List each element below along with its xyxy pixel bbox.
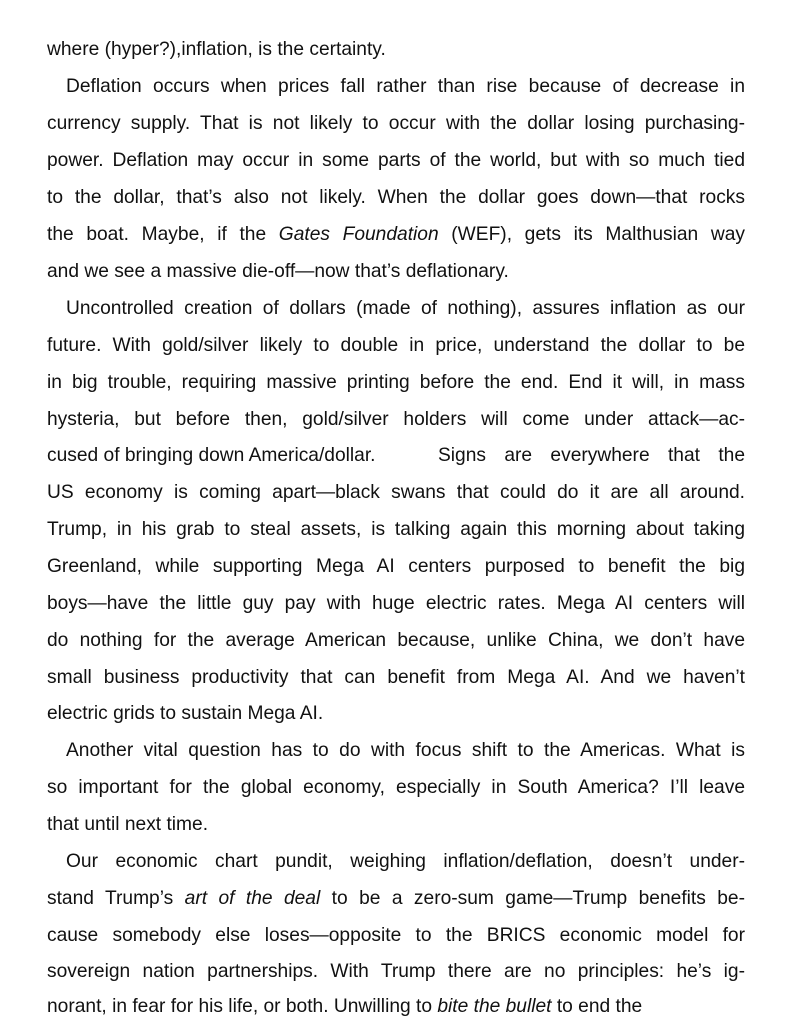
- paragraph-first-line: Uncontrolled creation of dollars (made of nothing), assures inflation as our: [66, 298, 745, 319]
- paragraph-first-line: Our economic chart pundit, weighing inflation/deflation, doesn’t under-: [66, 851, 745, 872]
- text-line: US economy is coming apart—black swans that could do it are all around.: [47, 482, 745, 503]
- text-line: future. With gold/silver likely to double in price, understand the dollar to be: [47, 335, 745, 356]
- paragraph-first-line: Deflation occurs when prices fall rather than rise because of decrease in: [66, 76, 745, 97]
- text-line: boys—have the little guy pay with huge electric rates. Mega AI centers will: [47, 593, 745, 614]
- italic-text: art of the deal: [184, 888, 321, 909]
- text-line: to the dollar, that’s also not likely. When the dollar goes down—that rocks: [47, 187, 745, 208]
- text-line: cause somebody else loses—opposite to the BRICS economic model for: [47, 925, 745, 946]
- text-span: to be a zero-sum game—Trump benefits be-: [320, 888, 745, 909]
- text-span: to end the: [551, 996, 643, 1017]
- italic-text: Gates Foundation: [278, 224, 439, 245]
- text-line: Trump, in his grab to steal assets, is talking again this morning about taking: [47, 519, 745, 540]
- text-line: Greenland, while supporting Mega AI centers purposed to benefit the big: [47, 556, 745, 577]
- text-line: hysteria, but before then, gold/silver holders will come under attack—ac-: [47, 409, 745, 430]
- text-line: [47, 880, 745, 917]
- text-span: stand Trump’s: [47, 888, 185, 909]
- text-line: [47, 437, 745, 474]
- text-line: [47, 988, 642, 1025]
- paragraph-last-line: that until next time.: [47, 814, 209, 835]
- text-line: in big trouble, requiring massive printing before the end. End it will, in mass: [47, 372, 745, 393]
- paragraph-last-line: and we see a massive die-off—now that’s deflationary.: [47, 261, 509, 282]
- paragraph-first-line: Another vital question has to do with focus shift to the Americas. What is: [66, 740, 745, 761]
- text-line: where (hyper?),inflation, is the certainty.: [47, 39, 386, 60]
- text-line: sovereign nation partnerships. With Trump there are no principles: he’s ig-: [47, 961, 745, 982]
- text-line: so important for the global economy, especially in South America? I’ll leave: [47, 777, 745, 798]
- text-span: the boat. Maybe, if the: [47, 224, 279, 245]
- text-line: do nothing for the average American because, unlike China, we don’t have: [47, 630, 745, 651]
- text-line: currency supply. That is not likely to occur with the dollar losing purchasing-: [47, 113, 745, 134]
- text-span: (WEF), gets its Malthusian way: [438, 224, 745, 245]
- paragraph-last-line: electric grids to sustain Mega AI.: [47, 703, 324, 724]
- italic-text: bite the bullet: [437, 996, 552, 1017]
- text-line: [47, 216, 745, 253]
- text-line: power. Deflation may occur in some parts of the world, but with so much tied: [47, 150, 745, 171]
- text-span: norant, in fear for his life, or both. Unwilling to: [47, 996, 438, 1017]
- text-span: cused of bringing down America/dollar.: [47, 445, 376, 466]
- text-line: small business productivity that can benefit from Mega AI. And we haven’t: [47, 667, 745, 688]
- text-span: Signs are everywhere that the: [438, 445, 745, 466]
